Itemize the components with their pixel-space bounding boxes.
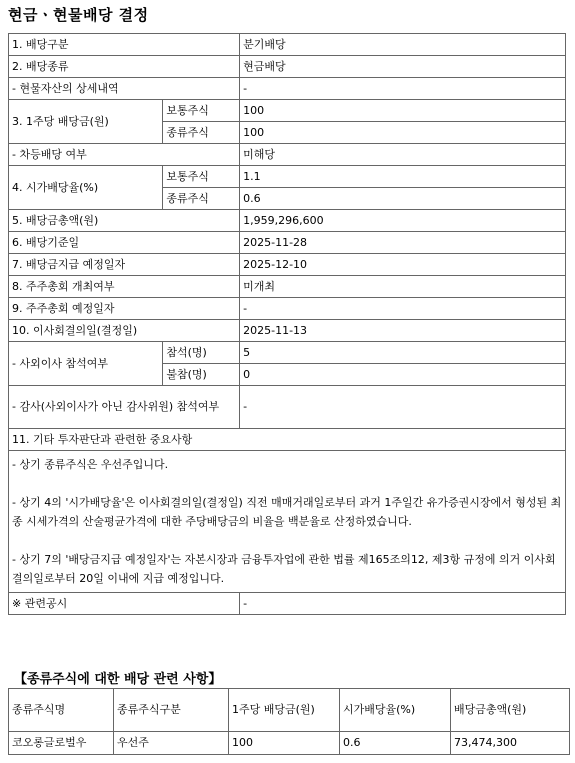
table-row (9, 232, 566, 254)
row-label: 11. 기타 투자판단과 관련한 중요사항 (9, 429, 566, 451)
table-cell: 100 (229, 732, 340, 755)
row-sublabel: 불참(명) (163, 364, 240, 386)
table-row (9, 144, 566, 166)
row-value: 분기배당 (240, 34, 566, 56)
table-row (9, 732, 570, 755)
table-row (9, 342, 566, 364)
row-value: 2025-11-13 (240, 320, 566, 342)
table-row (9, 386, 566, 429)
row-value: 5 (240, 342, 566, 364)
row-sublabel: 보통주식 (163, 100, 240, 122)
table-row (9, 298, 566, 320)
row-value: 미해당 (240, 144, 566, 166)
preferred-stock-table (8, 688, 570, 755)
table-row (9, 34, 566, 56)
row-label: 1. 배당구분 (9, 34, 240, 56)
row-label: 8. 주주총회 개최여부 (9, 276, 240, 298)
table-cell: 코오롱글로벌우 (9, 732, 114, 755)
table-row (9, 593, 566, 615)
row-label: - 감사(사외이사가 아닌 감사위원) 참석여부 (9, 386, 240, 429)
row-label: 2. 배당종류 (9, 56, 240, 78)
row-label: 5. 배당금총액(원) (9, 210, 240, 232)
row-label: 9. 주주총회 예정일자 (9, 298, 240, 320)
row-value: 2025-11-28 (240, 232, 566, 254)
row-value: 100 (240, 100, 566, 122)
table-row (9, 78, 566, 100)
table-cell: 우선주 (114, 732, 229, 755)
row-label: 7. 배당금지급 예정일자 (9, 254, 240, 276)
row-label: ※ 관련공시 (9, 593, 240, 615)
table-row (9, 451, 566, 593)
row-value: 1,959,296,600 (240, 210, 566, 232)
row-label: 3. 1주당 배당금(원) (9, 100, 163, 144)
table-row (9, 320, 566, 342)
column-header: 종류주식구분 (114, 689, 229, 732)
table-row (9, 210, 566, 232)
row-value: 100 (240, 122, 566, 144)
row-value: 현금배당 (240, 56, 566, 78)
table-header-row (9, 689, 570, 732)
table-cell: 0.6 (340, 732, 451, 755)
column-header: 시가배당율(%) (340, 689, 451, 732)
row-value: 0.6 (240, 188, 566, 210)
table-row (9, 254, 566, 276)
row-label: - 차등배당 여부 (9, 144, 240, 166)
row-value: 0 (240, 364, 566, 386)
notes-text: - 상기 종류주식은 우선주입니다. - 상기 4의 '시가배당율'은 이사회결의일(결정일) 직전 매매거래일로부터 과거 1주일간 유가증권시장에서 형성된 최종 시세가격의 산술평균가격에 대한 주당배당금의 비율을 백분율로 산정하였습니다. - 상기 7의 '배당금지급 예정일자'는 자본시장과 금융투자업에 관한 법률 제165조의12, 제3항 규정에 의거 이사회 결의일로부터 20일 이내에 지급 예정입니다. (9, 451, 566, 593)
row-sublabel: 보통주식 (163, 166, 240, 188)
row-label: - 사외이사 참석여부 (9, 342, 163, 386)
table-row (9, 429, 566, 451)
row-value: - (240, 298, 566, 320)
row-label: 4. 시가배당율(%) (9, 166, 163, 210)
column-header: 배당금총액(원) (451, 689, 570, 732)
column-header: 1주당 배당금(원) (229, 689, 340, 732)
table-cell: 73,474,300 (451, 732, 570, 755)
column-header: 종류주식명 (9, 689, 114, 732)
row-value: - (240, 593, 566, 615)
row-value: 2025-12-10 (240, 254, 566, 276)
table-row (9, 56, 566, 78)
row-value: - (240, 78, 566, 100)
row-sublabel: 종류주식 (163, 122, 240, 144)
table-row (9, 100, 566, 122)
row-value: - (240, 386, 566, 429)
row-label: 10. 이사회결의일(결정일) (9, 320, 240, 342)
row-value: 1.1 (240, 166, 566, 188)
section-title: 【종류주식에 대한 배당 관련 사항】 (14, 672, 222, 687)
table-row (9, 276, 566, 298)
dividend-decision-table (8, 33, 566, 615)
row-label: - 현물자산의 상세내역 (9, 78, 240, 100)
row-sublabel: 종류주식 (163, 188, 240, 210)
row-label: 6. 배당기준일 (9, 232, 240, 254)
row-sublabel: 참석(명) (163, 342, 240, 364)
row-value: 미개최 (240, 276, 566, 298)
page-title: 현금ㆍ현물배당 결정 (8, 6, 149, 24)
table-row (9, 166, 566, 188)
